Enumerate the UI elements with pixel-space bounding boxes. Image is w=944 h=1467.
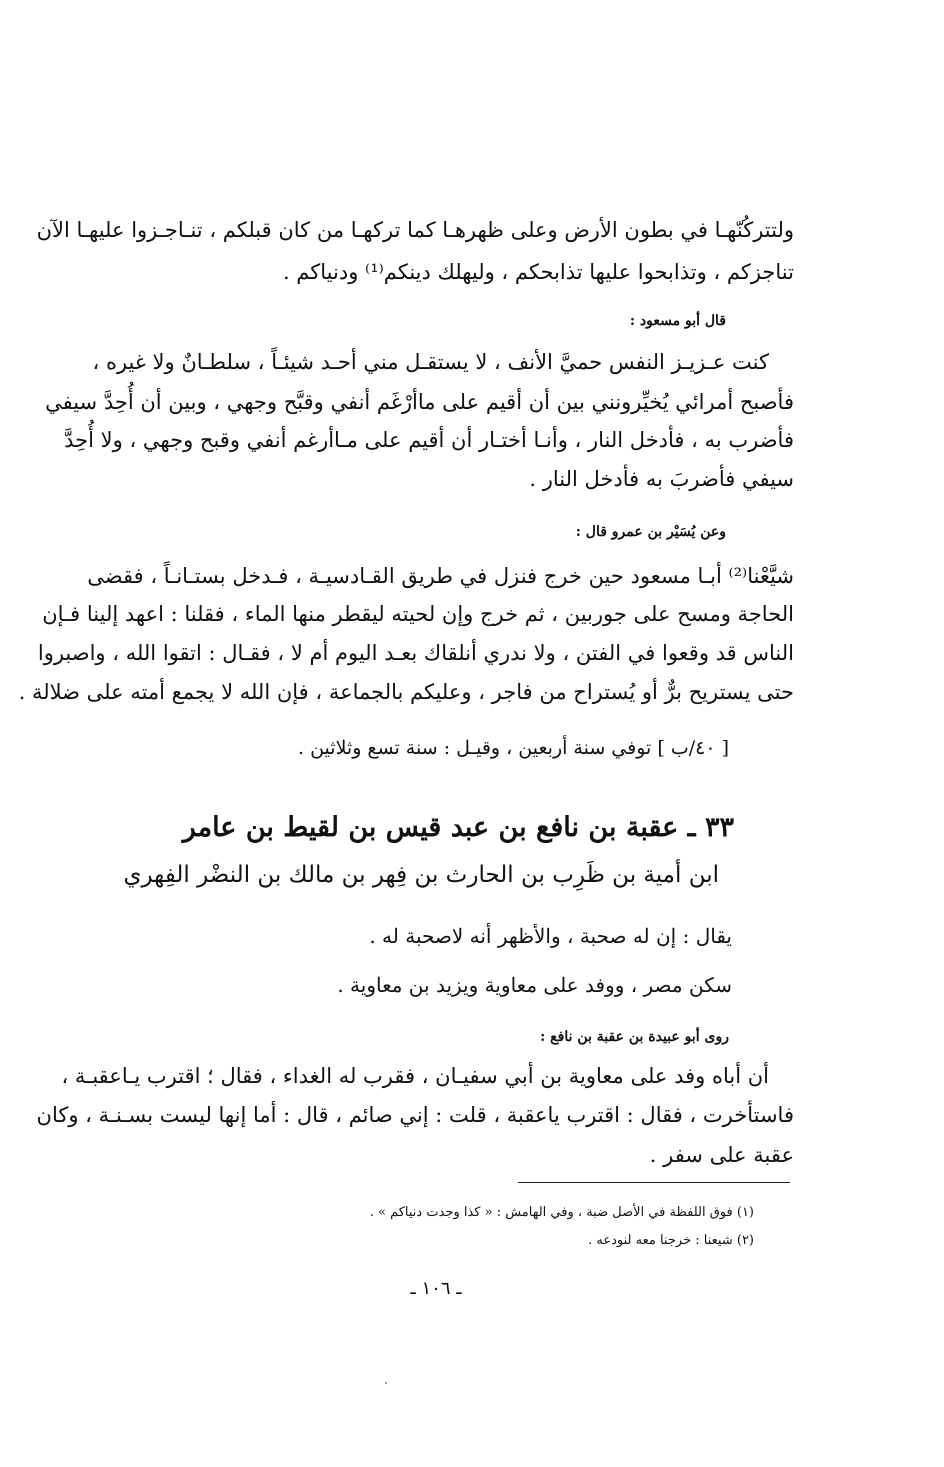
text-line: شيَّعْنا⁽²⁾ أبـا مسعود حين خرج فنزل في طريق القـادسيـة ، فـدخل بستـانـاً ، فقضى <box>87 564 794 588</box>
residence-line: سكن مصر ، ووفد على معاوية ويزيد بن معاوية . <box>337 973 732 997</box>
footnote-divider <box>518 1182 790 1183</box>
page-number: ـ ١٠٦ ـ <box>410 1278 462 1299</box>
text-line: ولتتركُنّهـا في بطون الأرض وعلى ظهرهـا كما تركهـا من كان قبلكم ، تنـاجـزوا عليهـا الآن <box>36 218 794 242</box>
footnote: (١) فوق اللفظة في الأصل ضبة ، وفي الهامش : « كذا وجدت دنياكم » . <box>369 1205 754 1220</box>
text-line: الناس قد وقعوا في الفتن ، ولا ندري أنلقاك بعـد اليوم أم لا ، فقـال : اتقوا الله ، واصبروا <box>37 641 794 665</box>
text-line: عقبة على سفر . <box>649 1143 794 1167</box>
text-line: فأضرب به ، فأدخل النار ، وأنـا أختـار أن أقيم على مـاأرغم أنفي وقبح وجهي ، ولا أُحِدَّ <box>64 428 794 452</box>
entry-subtitle: ابن أمية بن ظَرِب بن الحارث بن فِهر بن مالك بن النضْر الفِهري <box>123 862 719 888</box>
text-line: حتى يستريح برٌّ أو يُستراح من فاجر ، وعليكم بالجماعة ، فإن الله لا يجمع أمته على ضلالة . <box>18 680 794 704</box>
scan-speck <box>385 1382 387 1384</box>
section-label: وعن يُسَيْر بن عمرو قال : <box>575 524 726 540</box>
text-line: تناجزكم ، وتذابحوا عليها تذابحكم ، وليهلك دينكم⁽¹⁾ ودنياكم . <box>282 260 794 284</box>
companion-line: يقال : إن له صحبة ، والأظهر أنه لاصحبة له . <box>369 924 732 948</box>
footnote: (٢) شيعنا : خرجنا معه لنودعه . <box>588 1233 754 1248</box>
text-line: الحاجة ومسح على جوربين ، ثم خرج وإن لحيته ليقطر منها الماء ، فقلنا : اعهد إلينا فـإن <box>42 602 794 626</box>
text-line: سيفي فأضربَ به فأدخل النار . <box>529 467 794 491</box>
text-line: أن أباه وفد على معاوية بن أبي سفيـان ، فقرب له الغداء ، فقال ؛ اقترب يـاعقبـة ، <box>61 1064 769 1088</box>
death-note: [ ٤٠/ب ] توفي سنة أربعين ، وقيـل : سنة تسع وثلاثين . <box>298 737 729 759</box>
text-line: كنت عـزيـز النفس حميَّ الأنف ، لا يستقـل مني أحـد شيئـاً ، سلطـانٌ ولا غيره ، <box>92 350 769 374</box>
entry-title: ٣٣ ـ عقبة بن نافع بن عبد قيس بن لقيط بن عامر <box>182 812 734 843</box>
text-line: فأصبح أمرائي يُخيِّرونني بين أن أقيم على ماأرْغَم أنفي وقبَّح وجهي ، وبين أن أُحِدَّ سيفي <box>45 390 794 414</box>
section-label: قال أبو مسعود : <box>629 313 726 329</box>
text-line: فاستأخرت ، فقال : اقترب ياعقبة ، قلت : إني صائم ، قال : أما إنها ليست بسـنـة ، وكان <box>36 1103 794 1127</box>
section-label: روى أبو عبيدة بن عقبة بن نافع : <box>540 1029 729 1045</box>
